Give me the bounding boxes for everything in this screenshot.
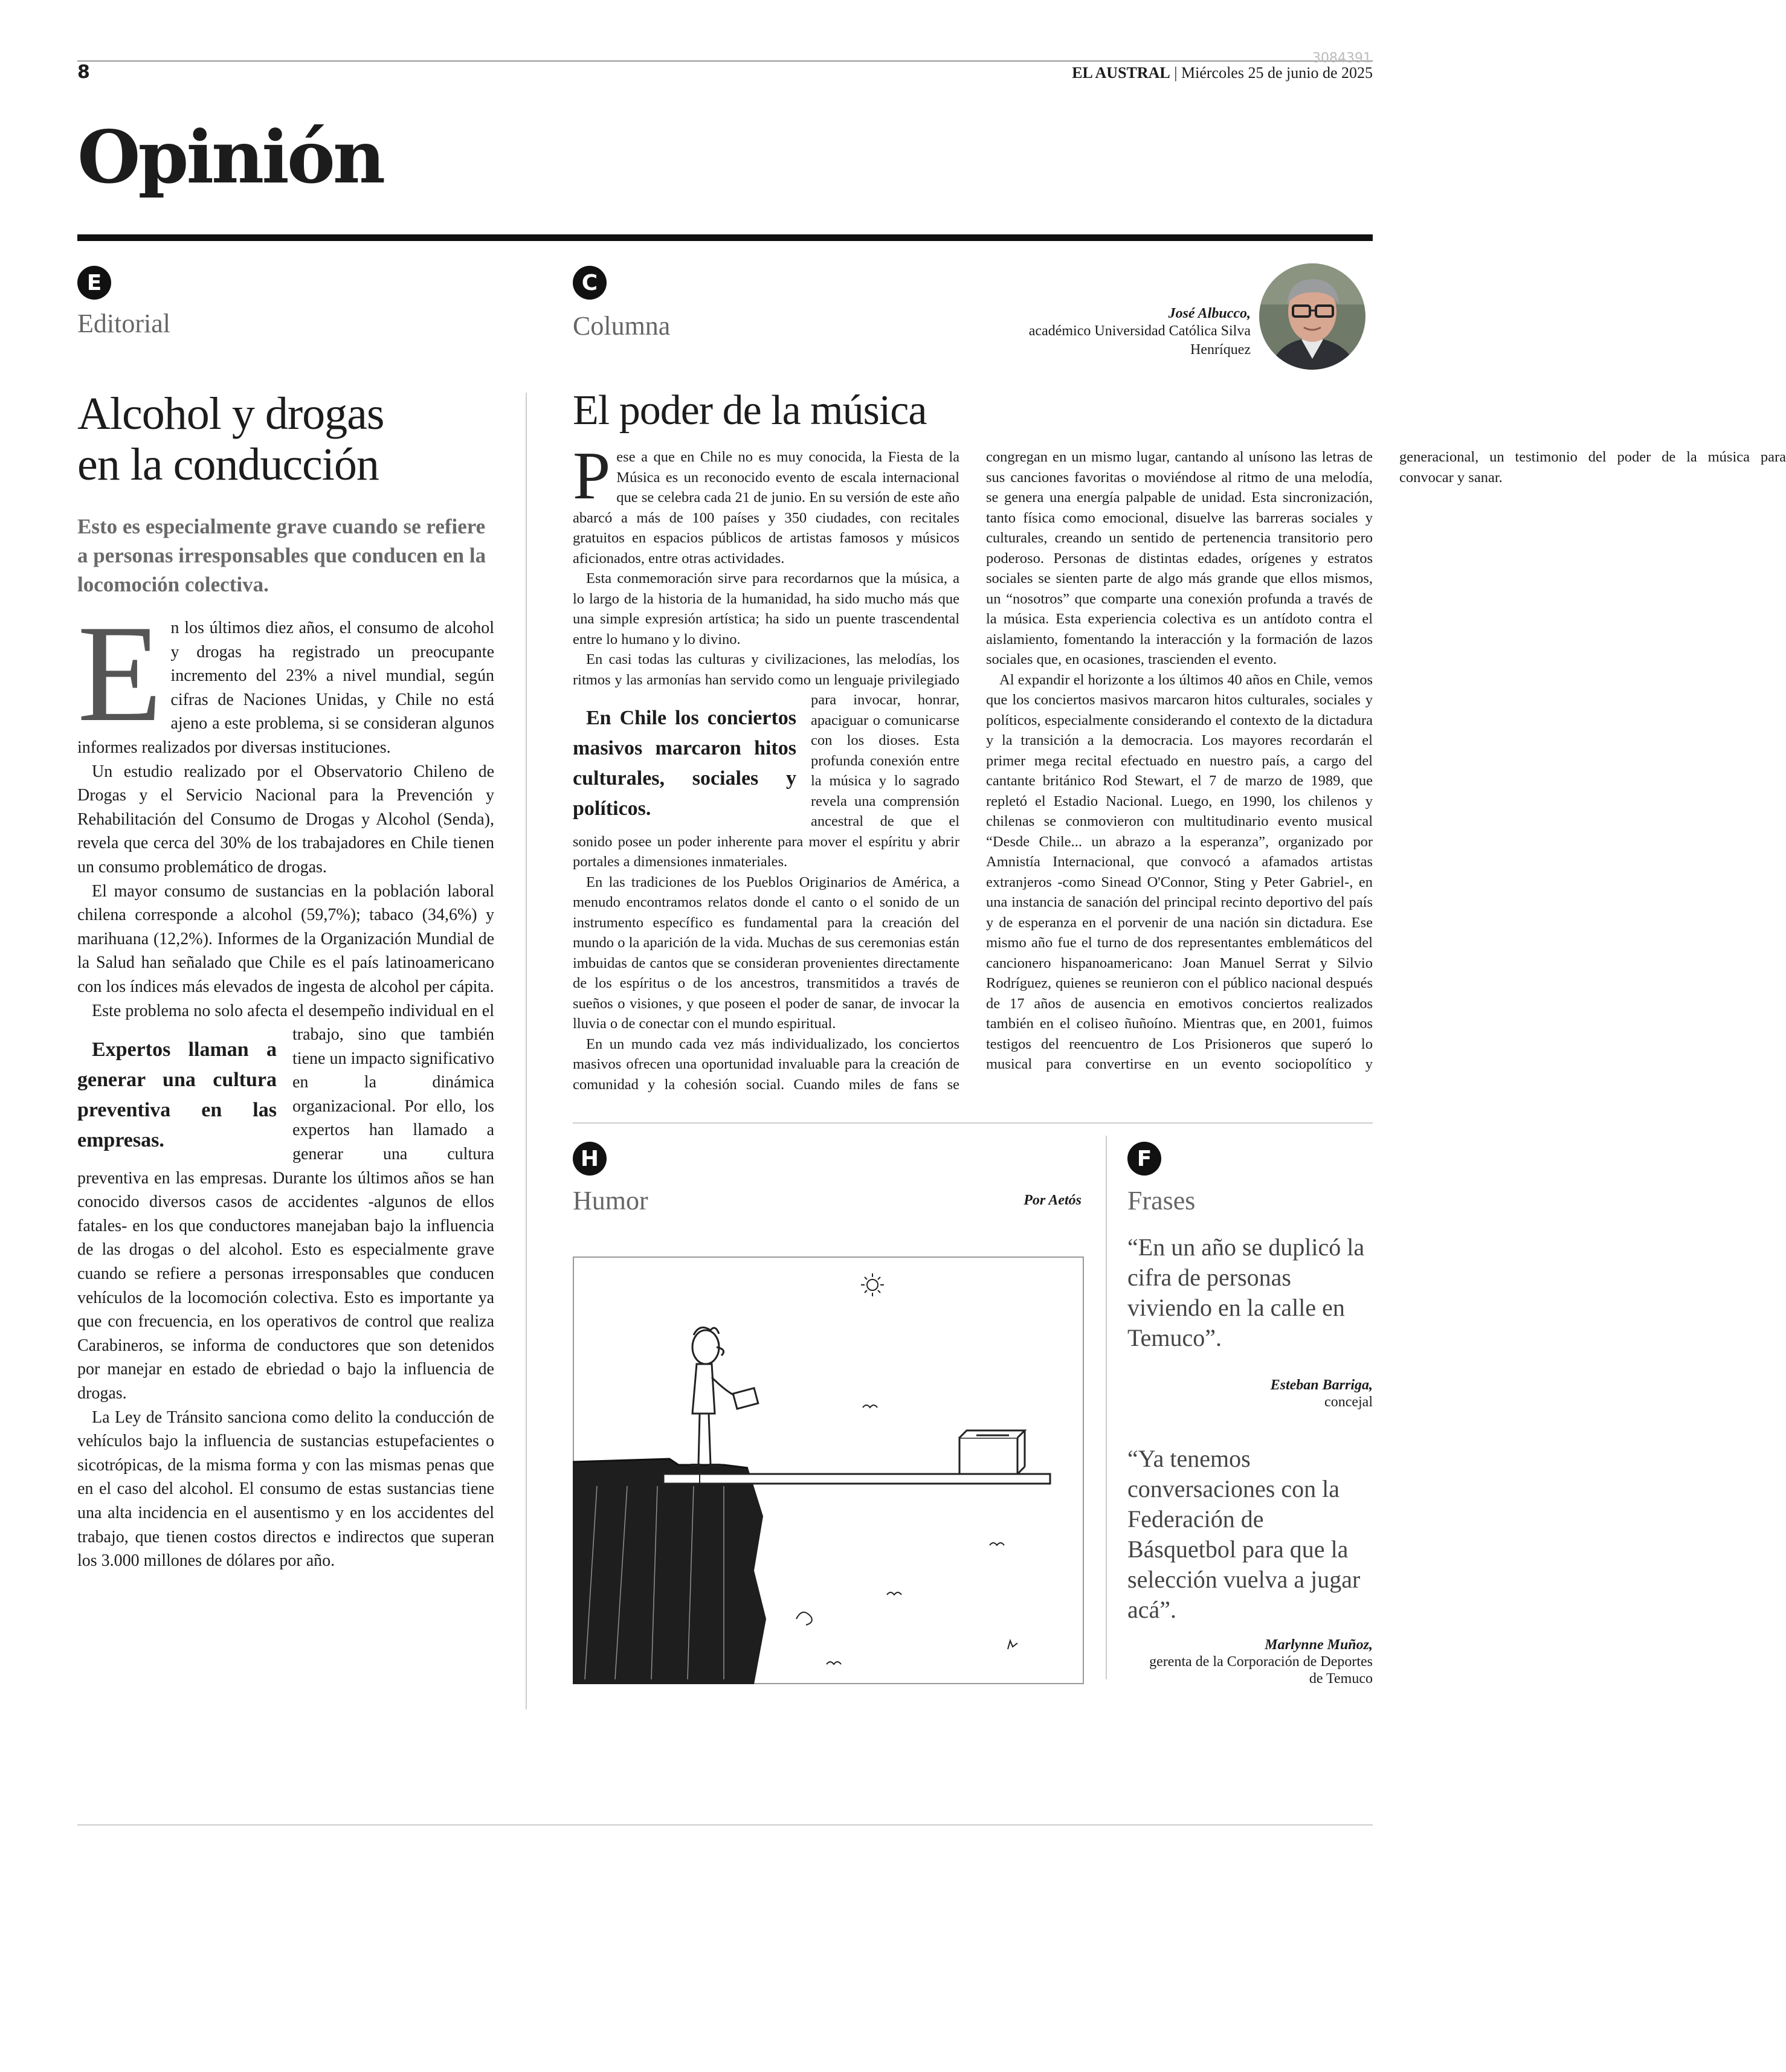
humor-author: Por Aetós bbox=[1024, 1192, 1082, 1208]
editorial-headline bbox=[77, 388, 512, 490]
frases-attribution-1 bbox=[1148, 1377, 1373, 1411]
editorial-p4-rest: que también tiene un impacto significativo en la dinámica organizacional. Por ello, los expertos han llamado a generar una cultura preventiva en las empresas. Durante los últimos años se han conocido diversos casos de accidentes -algunos de ellos fatales- en los que conductores manejaban bajo la influencia de las drogas o del alcohol. Esto es especialmente grave cuando se refiere a personas irresponsables que conducen vehículos de la locomoción colectiva. Esto es importante ya que con frecuencia, en los operativos de control que realiza Carabineros, se informa de conductores que son detenidos por manejar en estado de ebriedad o bajo la influencia de drogas. bbox=[77, 1025, 494, 1403]
divider-editorial bbox=[526, 393, 527, 1710]
editorial-body bbox=[77, 596, 494, 1573]
editorial-paragraph: Un estudio realizado por el Observatorio Chileno de Drogas y el Servicio Nacional para la Prevención y Rehabilitación del Consumo de Drogas y Alcohol (Senda), revela que cerca del 30% de los trabajadores en Chile tienen un consumo problemático de drogas. bbox=[77, 762, 494, 877]
humor-label: Humor bbox=[573, 1186, 648, 1215]
humor-badge: H bbox=[573, 1142, 607, 1176]
column-p3-rest: para invocar, honrar, apaciguar o comunicarse con los dioses. Esta profunda conexión entre la música y lo sagrado revela una comprensión ancestral de que el sonido posee un poder inherente para mover el espíritu y abrir portales a dimensiones inmateriales. bbox=[573, 692, 959, 870]
section-title: Opinión bbox=[77, 115, 384, 200]
header-rule bbox=[77, 60, 1373, 62]
column-body bbox=[573, 439, 1786, 1112]
column-badge: C bbox=[573, 266, 607, 300]
masthead bbox=[1072, 64, 1373, 82]
editorial-drop-cap: E bbox=[77, 596, 163, 750]
publication-name: EL AUSTRAL bbox=[1072, 64, 1170, 82]
column-author bbox=[991, 306, 1251, 359]
column-pullquote: En Chile los conciertos masivos marcaron hitos culturales, sociales y políticos. bbox=[573, 707, 796, 820]
humor-cartoon bbox=[573, 1256, 1084, 1684]
editorial-pullquote: Expertos llaman a generar una cultura preventiva en las empresas. bbox=[77, 1038, 277, 1152]
page-number: 8 bbox=[77, 62, 90, 83]
frases-label: Frases bbox=[1127, 1186, 1196, 1215]
editorial-badge: E bbox=[77, 266, 111, 300]
editorial-label: Editorial bbox=[77, 309, 170, 338]
column-p1: ese a que en Chile no es muy conocida, la Fiesta de la Música es un reconocido evento de escala internacional que se celebra cada 21 de junio. En su versión de este año abarcó a más de 100 países y 350 ciudades, con recitales gratuitos en espacios públicos de artistas famosos y músicos aficionados, entre otras actividades. bbox=[573, 449, 959, 567]
column-author-name: José Albucco, bbox=[1168, 306, 1251, 321]
column-label: Columna bbox=[573, 311, 671, 341]
editorial-p1: n los últimos diez años, el consumo de alcohol y drogas ha registrado un preocupante incremento del 23% a nivel mundial, según cifras de Naciones Unidas, y Chile no está ajeno a este problema, si se consideran algunos informes realizados por diversas instituciones. bbox=[77, 619, 494, 757]
divider-humor-frases bbox=[1106, 1136, 1107, 1679]
frases-role-2b: de Temuco bbox=[1309, 1671, 1373, 1687]
divider-column-bottom bbox=[573, 1122, 1373, 1124]
frases-quote-1: “En un año se duplicó la cifra de personas viviendo en la calle en Temuco”. bbox=[1127, 1234, 1365, 1351]
frases-name-1: Esteban Barriga, bbox=[1270, 1377, 1373, 1393]
frases-attribution-2 bbox=[1124, 1637, 1373, 1687]
frases-role-1: concejal bbox=[1324, 1394, 1373, 1410]
editorial-headline-line2: en la conducción bbox=[77, 439, 379, 490]
editorial-paragraph: La Ley de Tránsito sanciona como delito la conducción de vehículos bajo la influencia de sustancias estupefacientes o sicotrópicas, de la misma forma y con las mismas penas que en el caso del alcohol. El consumo de estas sustancias tiene una alta incidencia en el ausentismo y en los accidentes del trabajo, que tienen costos directos e indirectos que superan los 3.000 millones de dólares por año. bbox=[77, 1408, 494, 1571]
frases-role-2a: gerenta de la Corporación de Deportes bbox=[1149, 1654, 1373, 1670]
column-paragraph bbox=[573, 439, 959, 568]
editorial-paragraph: El mayor consumo de sustancias en la población laboral chilena corresponde a alcohol (59,7%); tabaco (34,6%) y marihuana (12,2%). Informes de la Organización Mundial de la Salud han señalado que Chile es el país latinoamericano con los índices más elevados de ingesta de alcohol per cápita. bbox=[77, 881, 494, 996]
column-p3-lead: En casi todas las culturas y civilizaciones, las melodías, los ritmos y las armonías han servido como un lenguaje privilegiado bbox=[573, 651, 959, 688]
column-paragraph: En las tradiciones de los Pueblos Originarios de América, a menudo encontramos relatos donde el canto o el sonido de un instrumento específico es fundamental para la creación del mundo o la aparición de la vida. Muchas de sus ceremonias están imbuidas de cantos que se consideran provenientes directamente de los espíritus o de los ancestros, transmitidos a través de sueños o visiones, y que poseen el poder de sanar, de invocar la lluvia o de conectar con el mundo espiritual. bbox=[573, 874, 959, 1032]
frases-badge: F bbox=[1127, 1142, 1161, 1176]
column-paragraph bbox=[573, 649, 959, 872]
column-paragraph: Al expandir el horizonte a los últimos 40 años en Chile, vemos que los conciertos masivos marcaron hitos culturales, sociales y políticos, especialmente considerando el contexto de la dictadura y la transición a la democracia. Los mayores recordarán el primer mega recital efectuado en nuestro país, a cargo del cantante británico Rod Stewart, el 7 de marzo de 1989, que repletó el Estadio Nacional. Luego, en 1990, los chilenos y chilenas se conmovieron con multitudinario evento musical “Desde Chile... un abrazo a la esperanza”, organizado por Amnistía Internacional, que convocó a afamados artistas extranjeros -como Sinead O'Connor, Sting y Peter Gabriel-, en una instancia de sanación del principal recinto deportivo del país y de esperanza en el porvenir de una nación sin dictadura. Ese mismo año fue el turno de dos representantes emblemáticos del cancionero hispanoamericano: Joan Manuel Serrat y Silvio Rodríguez, quienes se reunieron con el público nacional después de 17 años de ausencia en emotivos conciertos realizados también en el coliseo ñuñoíno. Mientras que, en 2001, fuimos testigos del reencuentro de Los Prisioneros que superó lo musical para convertirse en un evento sociopolítico y generacional, un testimonio del poder de la música para convocar y sanar. bbox=[986, 449, 1786, 1072]
editorial-paragraph bbox=[77, 596, 494, 760]
column-paragraph: Esta conmemoración sirve para recordarnos que la música, a lo largo de la historia de la humanidad, ha sido mucho más que una simple expresión artística; ha sido un puente trascendental entre lo humano y lo divino. bbox=[573, 570, 959, 648]
column-paragraph: En un mundo cada vez más individualizado, los conciertos masivos ofrecen una oportunidad invaluable para la creación de comunidad y la cohesión social. Cuando miles de fans se congregan en un mismo lugar, cantando al unísono las letras de sus canciones favoritas o moviéndose al ritmo de una melodía, se genera una energía palpable de unidad. Esta sincronización, tanto física como emocional, disuelve las barreras sociales y culturales, creando un sentido de pertenencia transitorio pero poderoso. Personas de distintas edades, orígenes y estratos sociales se sienten parte de algo más grande que ellos mismos, un “nosotros” que comparte una conexión profunda a través de la música. Esta experiencia colectiva es un antídoto contra el aislamiento, fomentando la interacción y la formación de lazos sociales que, en ocasiones, trascienden el evento. bbox=[573, 449, 1373, 1093]
editorial-headline-line1: Alcohol y drogas bbox=[77, 388, 384, 439]
masthead-separator: | bbox=[1174, 64, 1178, 82]
id-code: 3084391 bbox=[1312, 51, 1372, 66]
frases-name-2: Marlynne Muñoz, bbox=[1265, 1637, 1373, 1653]
editorial-p4-lead: Este problema no solo afecta el desempeño individual en el trabajo, sino bbox=[92, 1001, 494, 1044]
column-author-role: académico Universidad Católica Silva Henríquez bbox=[1028, 323, 1251, 358]
issue-date: Miércoles 25 de junio de 2025 bbox=[1181, 64, 1373, 82]
column-headline: El poder de la música bbox=[573, 387, 927, 434]
editorial-paragraph bbox=[77, 999, 494, 1406]
column-author-avatar bbox=[1258, 262, 1367, 371]
frases-quote-2: “Ya tenemos conversaciones con la Federación de Básquetbol para que la selección vuelva a jugar acá”. bbox=[1127, 1445, 1361, 1623]
section-rule bbox=[77, 234, 1373, 241]
page-bottom-rule bbox=[77, 1824, 1373, 1826]
editorial-deck: Esto es especialmente grave cuando se refiere a personas irresponsables que conducen en la locomoción colectiva. bbox=[77, 515, 486, 596]
column-drop-cap: P bbox=[573, 439, 611, 513]
